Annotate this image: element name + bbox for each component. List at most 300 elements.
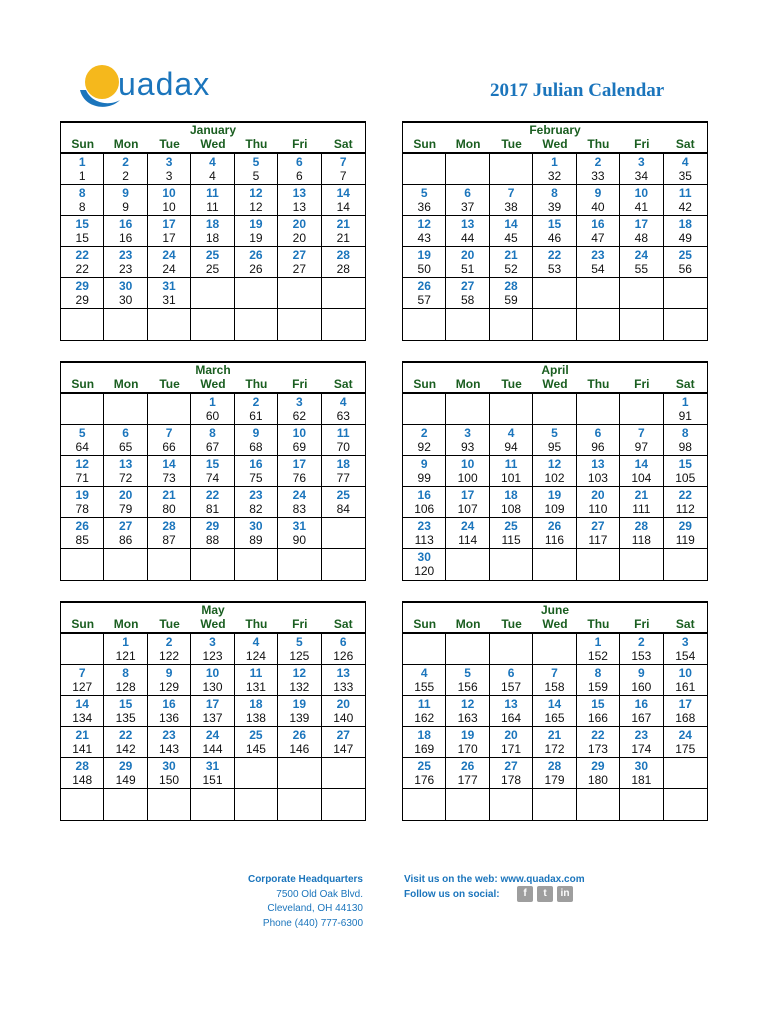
day-cell: [61, 727, 104, 758]
day-cell: [446, 758, 489, 789]
facebook-icon[interactable]: f: [517, 886, 533, 902]
day-number: 8: [209, 426, 216, 440]
julian-day: 41: [634, 200, 649, 214]
julian-day: 65: [118, 440, 133, 454]
day-number: 28: [504, 279, 518, 293]
julian-day: 83: [292, 502, 307, 516]
day-number: 27: [118, 519, 133, 533]
day-number: 29: [205, 519, 220, 533]
social-label: Follow us on social:: [404, 888, 500, 900]
day-number: 23: [634, 728, 649, 742]
day-cell: [533, 634, 576, 665]
month-name: June: [540, 603, 569, 617]
julian-day: 180: [587, 773, 608, 787]
month-name: February: [529, 123, 581, 137]
day-number: 14: [162, 457, 176, 471]
month-march: [60, 361, 366, 581]
julian-day: 23: [118, 262, 133, 276]
weekday-label: Tue: [501, 617, 522, 631]
day-number: 27: [591, 519, 605, 533]
day-cell: [490, 216, 533, 247]
julian-day: 15: [75, 231, 89, 245]
day-number: 25: [678, 248, 692, 262]
month-april: [402, 361, 708, 581]
julian-day: 93: [460, 440, 475, 454]
day-grid: [403, 154, 707, 340]
weekday-header: [403, 137, 707, 154]
day-cell: [322, 758, 365, 789]
julian-day: 43: [417, 231, 431, 245]
day-cell: [577, 456, 620, 487]
day-cell: [620, 309, 663, 340]
day-number: 13: [591, 457, 605, 471]
day-number: 6: [296, 155, 303, 169]
day-cell: [446, 518, 489, 549]
julian-day: 96: [591, 440, 605, 454]
day-cell: [577, 216, 620, 247]
day-cell: [104, 518, 147, 549]
day-cell: [191, 696, 234, 727]
day-cell: [403, 549, 446, 580]
day-number: 23: [162, 728, 176, 742]
day-cell: [278, 309, 321, 340]
julian-day: 16: [118, 231, 133, 245]
julian-day: 177: [457, 773, 478, 787]
julian-day: 47: [591, 231, 605, 245]
weekday-label: Sun: [413, 377, 437, 391]
day-number: 14: [634, 457, 649, 471]
day-cell: [322, 309, 365, 340]
day-cell: [664, 154, 707, 185]
julian-day: 91: [678, 409, 692, 423]
day-number: 17: [678, 697, 692, 711]
month-february: [402, 121, 708, 341]
day-cell: [490, 487, 533, 518]
day-number: 28: [162, 519, 176, 533]
weekday-label: Thu: [587, 617, 610, 631]
julian-day: 53: [547, 262, 562, 276]
day-cell: [235, 789, 278, 820]
day-number: 5: [296, 635, 303, 649]
weekday-header: [403, 617, 707, 634]
day-cell: [191, 394, 234, 425]
julian-day: 129: [159, 680, 180, 694]
day-number: 25: [336, 488, 350, 502]
day-cell: [664, 309, 707, 340]
julian-day: 149: [115, 773, 136, 787]
day-number: 5: [252, 155, 260, 169]
day-cell: [577, 665, 620, 696]
day-number: 22: [547, 248, 562, 262]
julian-day: 7: [339, 169, 347, 183]
day-cell: [104, 727, 147, 758]
day-number: 13: [118, 457, 133, 471]
day-cell: [235, 154, 278, 185]
day-cell: [403, 216, 446, 247]
day-cell: [191, 185, 234, 216]
day-number: 1: [681, 395, 689, 409]
julian-day: 163: [457, 711, 478, 725]
julian-day: 107: [457, 502, 478, 516]
julian-day: 56: [678, 262, 692, 276]
julian-day: 20: [292, 231, 307, 245]
day-number: 9: [420, 457, 428, 471]
julian-day: 66: [162, 440, 176, 454]
day-cell: [148, 727, 191, 758]
day-cell: [278, 216, 321, 247]
day-cell: [235, 634, 278, 665]
julian-day: 104: [631, 471, 652, 485]
day-cell: [446, 425, 489, 456]
day-number: 30: [249, 519, 263, 533]
day-cell: [235, 185, 278, 216]
julian-day: 125: [289, 649, 310, 663]
day-cell: [664, 185, 707, 216]
day-cell: [322, 518, 365, 549]
day-cell: [403, 634, 446, 665]
day-number: 16: [118, 217, 133, 231]
julian-day: 29: [75, 293, 89, 307]
day-number: 16: [162, 697, 176, 711]
julian-day: 147: [333, 742, 354, 756]
day-number: 8: [551, 186, 558, 200]
day-cell: [235, 549, 278, 580]
day-cell: [104, 696, 147, 727]
day-number: 31: [162, 279, 176, 293]
julian-day: 69: [292, 440, 307, 454]
day-cell: [446, 549, 489, 580]
weekday-label: Mon: [455, 617, 481, 631]
day-cell: [403, 394, 446, 425]
day-cell: [61, 518, 104, 549]
day-cell: [61, 456, 104, 487]
day-number: 5: [464, 666, 471, 680]
julian-day: 178: [501, 773, 522, 787]
day-cell: [104, 309, 147, 340]
julian-day: 143: [159, 742, 180, 756]
weekday-label: Thu: [245, 617, 268, 631]
day-cell: [191, 518, 234, 549]
day-number: 19: [417, 248, 431, 262]
day-cell: [322, 634, 365, 665]
day-number: 12: [75, 457, 89, 471]
day-number: 23: [591, 248, 605, 262]
day-number: 1: [78, 155, 86, 169]
day-cell: [235, 518, 278, 549]
day-grid: [403, 634, 707, 820]
day-cell: [148, 394, 191, 425]
day-number: 18: [678, 217, 692, 231]
day-number: 4: [507, 426, 515, 440]
day-number: 13: [504, 697, 518, 711]
julian-day: 74: [205, 471, 220, 485]
day-cell: [191, 278, 234, 309]
day-number: 7: [165, 426, 173, 440]
day-number: 16: [591, 217, 605, 231]
day-number: 4: [209, 155, 216, 169]
julian-day: 5: [252, 169, 260, 183]
day-cell: [446, 634, 489, 665]
day-cell: [148, 247, 191, 278]
julian-day: 152: [587, 649, 608, 663]
day-cell: [148, 758, 191, 789]
day-cell: [403, 696, 446, 727]
day-cell: [490, 549, 533, 580]
julian-day: 134: [72, 711, 93, 725]
julian-day: 62: [292, 409, 307, 423]
month-may: [60, 601, 366, 821]
day-number: 17: [205, 697, 220, 711]
julian-day: 67: [205, 440, 220, 454]
day-cell: [620, 425, 663, 456]
julian-day: 130: [202, 680, 223, 694]
day-number: 29: [678, 519, 692, 533]
julian-day: 76: [292, 471, 307, 485]
day-number: 26: [292, 728, 307, 742]
day-cell: [61, 278, 104, 309]
day-number: 30: [162, 759, 176, 773]
julian-day: 22: [75, 262, 89, 276]
day-cell: [490, 758, 533, 789]
day-cell: [191, 309, 234, 340]
day-cell: [490, 789, 533, 820]
day-cell: [620, 665, 663, 696]
day-cell: [104, 634, 147, 665]
julian-day: 111: [632, 502, 651, 516]
julian-day: 27: [292, 262, 307, 276]
day-number: 22: [118, 728, 133, 742]
julian-day: 146: [289, 742, 310, 756]
julian-day: 138: [245, 711, 266, 725]
day-number: 26: [460, 759, 475, 773]
day-number: 3: [681, 635, 689, 649]
julian-day: 79: [118, 502, 133, 516]
day-cell: [403, 185, 446, 216]
julian-day: 11: [206, 200, 219, 214]
day-cell: [61, 634, 104, 665]
julian-day: 81: [205, 502, 220, 516]
julian-day: 2: [122, 169, 129, 183]
day-cell: [490, 425, 533, 456]
day-number: 6: [339, 635, 347, 649]
day-cell: [664, 518, 707, 549]
day-number: 1: [209, 395, 216, 409]
weekday-header: [61, 137, 365, 154]
weekday-label: Thu: [245, 377, 268, 391]
day-cell: [403, 456, 446, 487]
twitter-icon[interactable]: t: [537, 886, 553, 902]
julian-day: 34: [634, 169, 649, 183]
day-cell: [104, 394, 147, 425]
month-name: January: [189, 123, 237, 137]
day-cell: [533, 154, 576, 185]
day-cell: [664, 278, 707, 309]
julian-day: 80: [162, 502, 176, 516]
website-link[interactable]: Visit us on the web: www.quadax.com: [404, 874, 585, 885]
julian-day: 78: [75, 502, 89, 516]
day-number: 10: [292, 426, 307, 440]
day-cell: [577, 487, 620, 518]
day-cell: [148, 789, 191, 820]
day-number: 28: [75, 759, 89, 773]
day-number: 1: [594, 635, 602, 649]
day-number: 9: [122, 186, 129, 200]
day-number: 20: [591, 488, 605, 502]
day-cell: [322, 789, 365, 820]
julian-day: 30: [118, 293, 133, 307]
julian-day: 108: [501, 502, 522, 516]
day-number: 20: [292, 217, 307, 231]
julian-day: 140: [333, 711, 354, 725]
weekday-label: Sat: [333, 137, 353, 151]
day-number: 13: [292, 186, 307, 200]
weekday-label: Mon: [113, 617, 139, 631]
julian-day: 110: [588, 502, 608, 516]
day-number: 27: [460, 279, 475, 293]
day-cell: [446, 789, 489, 820]
day-cell: [191, 247, 234, 278]
julian-day: 113: [414, 533, 434, 547]
day-cell: [235, 278, 278, 309]
day-cell: [278, 425, 321, 456]
day-cell: [403, 425, 446, 456]
day-cell: [620, 727, 663, 758]
day-number: 10: [634, 186, 649, 200]
day-number: 9: [638, 666, 645, 680]
day-number: 14: [504, 217, 518, 231]
day-number: 7: [551, 666, 558, 680]
day-cell: [620, 216, 663, 247]
day-number: 4: [681, 155, 689, 169]
julian-day: 168: [675, 711, 696, 725]
julian-day: 57: [417, 293, 431, 307]
day-cell: [533, 185, 576, 216]
day-cell: [620, 549, 663, 580]
julian-day: 136: [159, 711, 180, 725]
julian-day: 71: [75, 471, 89, 485]
day-number: 21: [336, 217, 350, 231]
julian-day: 45: [504, 231, 518, 245]
day-number: 6: [594, 426, 602, 440]
day-cell: [235, 425, 278, 456]
day-cell: [664, 487, 707, 518]
day-number: 13: [336, 666, 350, 680]
day-number: 21: [547, 728, 562, 742]
day-cell: [104, 487, 147, 518]
day-cell: [664, 758, 707, 789]
day-number: 10: [162, 186, 176, 200]
weekday-label: Sun: [71, 137, 95, 151]
julian-day: 50: [417, 262, 431, 276]
day-cell: [104, 789, 147, 820]
day-number: 11: [417, 697, 431, 711]
day-cell: [620, 634, 663, 665]
julian-day: 55: [634, 262, 649, 276]
day-number: 15: [547, 217, 562, 231]
day-number: 11: [504, 457, 518, 471]
day-number: 3: [296, 395, 303, 409]
day-number: 15: [205, 457, 220, 471]
julian-day: 103: [587, 471, 608, 485]
day-cell: [577, 309, 620, 340]
day-number: 12: [460, 697, 475, 711]
julian-day: 122: [159, 649, 180, 663]
day-cell: [490, 456, 533, 487]
day-cell: [446, 696, 489, 727]
julian-day: 150: [159, 773, 180, 787]
julian-day: 164: [501, 711, 522, 725]
day-number: 24: [678, 728, 692, 742]
julian-day: 26: [249, 262, 263, 276]
day-cell: [148, 696, 191, 727]
julian-day: 114: [458, 533, 478, 547]
day-number: 17: [634, 217, 649, 231]
day-cell: [191, 634, 234, 665]
julian-day: 115: [501, 533, 521, 547]
julian-day: 157: [501, 680, 522, 694]
julian-day: 175: [675, 742, 696, 756]
day-cell: [533, 727, 576, 758]
day-number: 20: [504, 728, 518, 742]
julian-day: 73: [162, 471, 176, 485]
day-number: 19: [292, 697, 307, 711]
day-number: 8: [78, 186, 86, 200]
day-number: 26: [75, 519, 89, 533]
day-number: 21: [75, 728, 89, 742]
day-number: 14: [75, 697, 89, 711]
julian-day: 172: [544, 742, 565, 756]
day-number: 17: [460, 488, 475, 502]
day-cell: [403, 518, 446, 549]
julian-day: 21: [336, 231, 350, 245]
day-cell: [148, 456, 191, 487]
linkedin-icon[interactable]: in: [557, 886, 573, 902]
day-cell: [446, 278, 489, 309]
weekday-label: Fri: [634, 617, 650, 631]
day-number: 27: [336, 728, 350, 742]
day-cell: [61, 185, 104, 216]
day-cell: [446, 394, 489, 425]
day-number: 4: [420, 666, 428, 680]
day-number: 7: [507, 186, 515, 200]
day-cell: [104, 154, 147, 185]
day-cell: [403, 758, 446, 789]
julian-day: 28: [336, 262, 350, 276]
julian-day: 1: [78, 169, 86, 183]
julian-day: 18: [205, 231, 220, 245]
julian-day: 179: [544, 773, 565, 787]
julian-day: 60: [205, 409, 220, 423]
day-cell: [235, 309, 278, 340]
julian-day: 72: [118, 471, 133, 485]
day-number: 8: [594, 666, 602, 680]
day-number: 25: [504, 519, 518, 533]
julian-day: 126: [333, 649, 354, 663]
day-cell: [490, 278, 533, 309]
day-cell: [446, 456, 489, 487]
day-number: 12: [249, 186, 263, 200]
weekday-label: Sat: [675, 377, 695, 391]
day-cell: [403, 247, 446, 278]
julian-day: 54: [591, 262, 605, 276]
day-cell: [403, 789, 446, 820]
day-number: 17: [162, 217, 176, 231]
julian-day: 42: [678, 200, 692, 214]
day-cell: [278, 727, 321, 758]
day-cell: [664, 634, 707, 665]
day-cell: [403, 309, 446, 340]
julian-day: 84: [336, 502, 350, 516]
